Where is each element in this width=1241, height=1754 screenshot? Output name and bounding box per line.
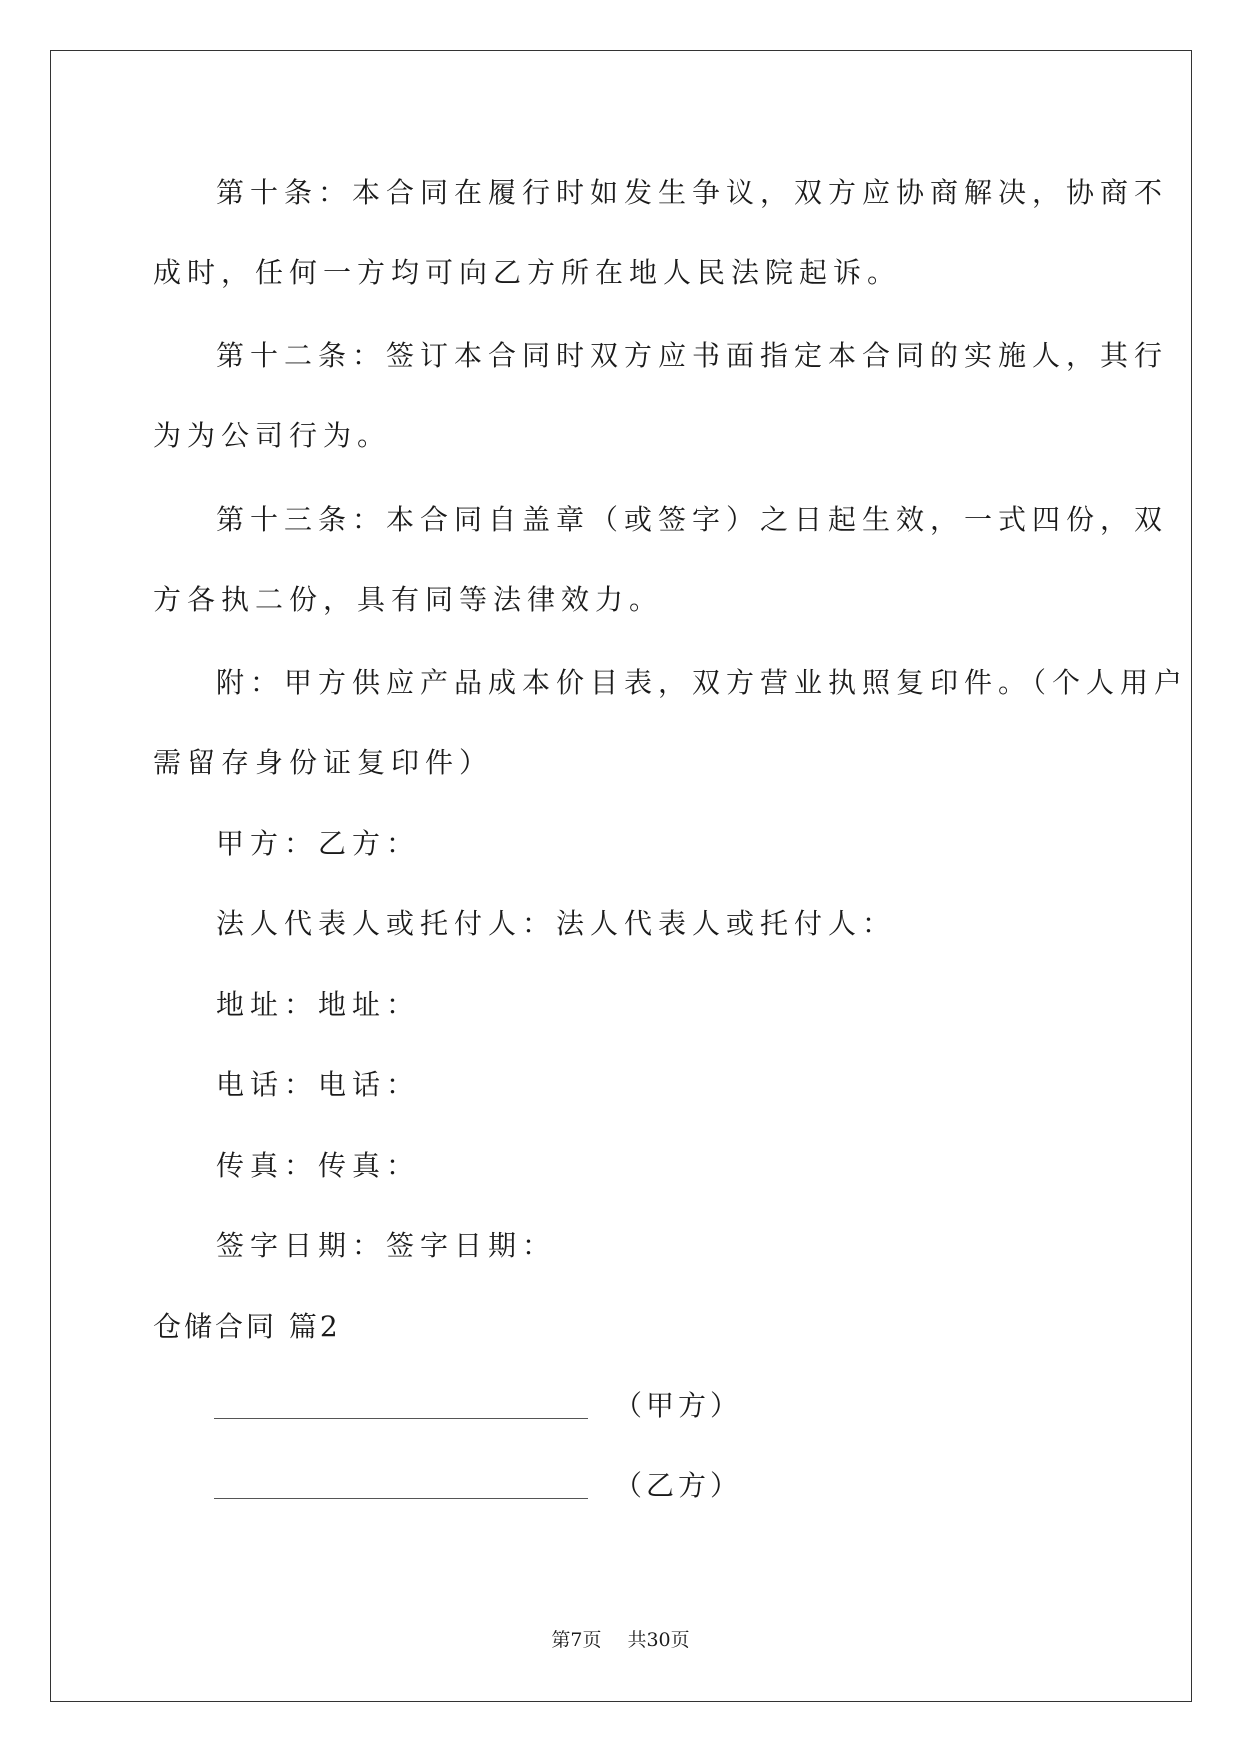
- party-a-blank[interactable]: [214, 1418, 588, 1419]
- article-12-line-2: 为为公司行为。: [153, 419, 392, 452]
- party-a-row: [214, 1388, 743, 1428]
- representative-line: 法人代表人或托付人：法人代表人或托付人：: [216, 907, 897, 940]
- page-border: [50, 50, 1192, 1702]
- party-b-row: [214, 1468, 743, 1508]
- article-10-line-1: 第十条：本合同在履行时如发生争议，双方应协商解决，协商不: [216, 176, 1169, 209]
- page-number: 第7页: [551, 1629, 602, 1651]
- party-b-blank[interactable]: [214, 1498, 588, 1499]
- party-a-label: （甲方）: [614, 1389, 743, 1422]
- article-13-line-1: 第十三条：本合同自盖章（或签字）之日起生效，一式四份，双: [216, 503, 1169, 536]
- parties-line: 甲方：乙方：: [216, 827, 421, 860]
- article-10-line-2: 成时，任何一方均可向乙方所在地人民法院起诉。: [153, 256, 902, 289]
- party-b-label: （乙方）: [614, 1469, 743, 1502]
- signing-date-line: 签字日期：签字日期：: [216, 1229, 557, 1262]
- page-total: 共30页: [627, 1629, 690, 1651]
- fax-line: 传真：传真：: [216, 1149, 421, 1182]
- phone-line: 电话：电话：: [216, 1068, 421, 1101]
- article-12-line-1: 第十二条：签订本合同时双方应书面指定本合同的实施人，其行: [216, 339, 1169, 372]
- page-footer: [0, 1628, 1241, 1652]
- appendix-line-1: 附：甲方供应产品成本价目表，双方营业执照复印件。（个人用户: [216, 666, 1189, 699]
- appendix-line-2: 需留存身份证复印件）: [153, 746, 494, 779]
- article-13-line-2: 方各执二份，具有同等法律效力。: [153, 583, 664, 616]
- section-2-title: 仓储合同 篇2: [153, 1310, 341, 1343]
- address-line: 地址：地址：: [216, 988, 421, 1021]
